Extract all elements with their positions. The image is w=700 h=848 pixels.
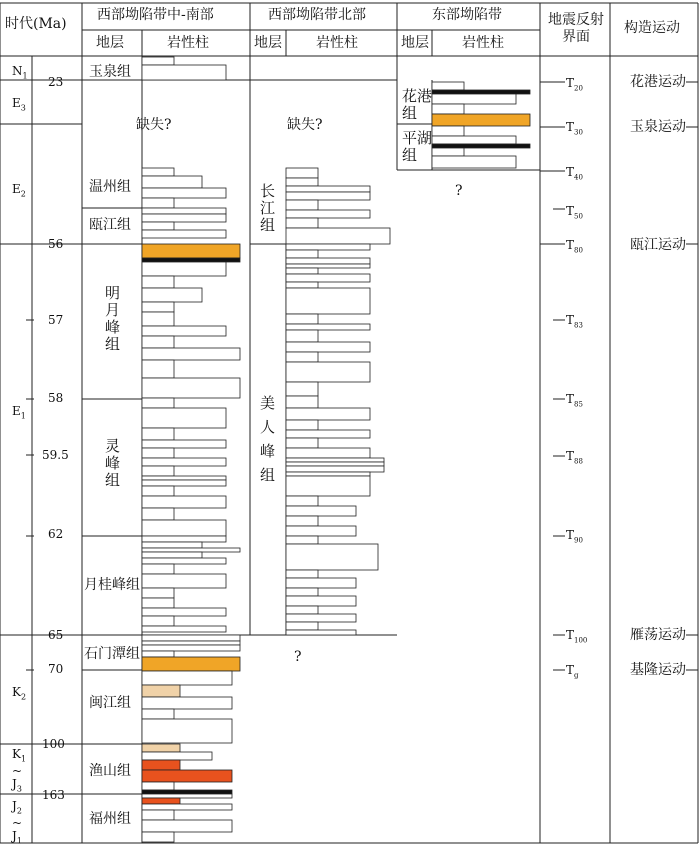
formation-pinghu: 平湖组	[402, 129, 433, 164]
litho-bed-24	[142, 428, 174, 440]
litho-bed-53	[142, 685, 180, 697]
era-k1-j3: $K_1$ ~ $J_3$	[12, 747, 27, 794]
litho-bed-106	[286, 526, 356, 536]
litho-bed-21	[142, 378, 240, 398]
litho-bed-18	[142, 336, 174, 348]
reflector-t100: $T_{100}$	[566, 628, 588, 645]
formation-oujiang: 瓯江组	[89, 217, 131, 233]
reflector-t83: $T_{83}$	[566, 313, 583, 330]
litho-bed-46	[142, 626, 226, 632]
litho-bed-100	[286, 466, 384, 472]
litho-bed-17	[142, 326, 226, 336]
litho-bed-66	[142, 810, 174, 820]
litho-bed-102	[286, 476, 370, 496]
subheader-litho-1: 岩性柱	[167, 35, 209, 51]
litho-bed-40	[142, 564, 174, 574]
formation-changjiang: 长江组	[258, 183, 276, 234]
litho-bed-115	[286, 622, 318, 630]
litho-bed-116	[286, 630, 356, 635]
era-j2-j1: $J_2$ ~ $J_1$	[12, 799, 23, 846]
litho-bed-23	[142, 408, 226, 428]
litho-bed-1	[142, 65, 226, 80]
reflector-t20: $T_{20}$	[566, 76, 583, 93]
litho-bed-67	[142, 820, 232, 832]
header-west-north: 西部坳陷带北部	[268, 7, 366, 23]
litho-bed-98	[286, 458, 384, 462]
litho-bed-4	[142, 188, 226, 198]
litho-bed-113	[286, 606, 318, 614]
formation-mingyuefeng: 明月峰组	[103, 285, 121, 353]
litho-bed-22	[142, 398, 174, 408]
litho-bed-80	[286, 264, 370, 268]
litho-bed-86	[286, 324, 370, 330]
tectonic-yuquan: 玉泉运动	[630, 119, 686, 135]
formation-wenzhou: 温州组	[89, 179, 131, 195]
age-56: 56	[48, 237, 64, 251]
litho-bed-0	[142, 57, 174, 65]
litho-bed-52	[142, 671, 232, 685]
litho-bed-90	[286, 362, 370, 382]
litho-bed-47	[142, 635, 240, 641]
litho-bed-85	[286, 314, 318, 324]
litho-bed-29	[142, 476, 226, 480]
litho-bed-92	[286, 396, 318, 408]
litho-bed-39	[142, 558, 226, 564]
litho-bed-2	[142, 168, 174, 176]
era-e1: $E_1$	[12, 404, 26, 421]
litho-bed-96	[286, 438, 318, 448]
reflector-t80: $T_{80}$	[566, 238, 583, 255]
litho-bed-107	[286, 536, 318, 544]
litho-bed-51	[142, 657, 240, 671]
unknown-east: ?	[455, 183, 463, 199]
litho-bed-10	[142, 244, 240, 258]
litho-bed-81	[286, 268, 318, 274]
formation-yushan: 渔山组	[89, 763, 131, 779]
reflector-t30: $T_{30}$	[566, 120, 583, 137]
litho-bed-95	[286, 430, 370, 438]
litho-bed-44	[142, 608, 226, 616]
litho-bed-104	[286, 506, 356, 516]
litho-bed-108	[286, 544, 378, 570]
subheader-litho-3: 岩性柱	[462, 35, 504, 51]
litho-bed-14	[142, 288, 202, 302]
tectonic-huagang: 花港运动	[630, 74, 686, 90]
era-n1: $N_1$	[12, 64, 28, 81]
litho-bed-26	[142, 448, 174, 458]
litho-bed-72	[286, 192, 370, 200]
header-time: 时代(Ma)	[5, 16, 67, 32]
litho-bed-124	[432, 144, 530, 148]
litho-bed-82	[286, 274, 370, 282]
litho-bed-121	[432, 114, 530, 126]
litho-bed-123	[432, 136, 516, 144]
litho-bed-75	[286, 218, 318, 228]
formation-huagang: 花港组	[402, 87, 433, 122]
missing-west-north: 缺失?	[287, 117, 323, 133]
litho-bed-60	[142, 770, 232, 782]
litho-bed-62	[142, 790, 232, 794]
litho-bed-31	[142, 486, 174, 496]
litho-bed-87	[286, 330, 318, 342]
litho-bed-76	[286, 228, 390, 244]
formation-yueguifeng: 月桂峰组	[84, 577, 140, 593]
header-east: 东部坳陷带	[432, 7, 502, 23]
unknown-west-north: ?	[294, 649, 302, 665]
formation-shimentan: 石门潭组	[84, 646, 140, 662]
reflector-t88: $T_{88}$	[566, 449, 583, 466]
litho-bed-71	[286, 186, 370, 192]
age-100: 100	[42, 737, 65, 751]
formation-yuquan: 玉泉组	[89, 64, 131, 80]
age-23: 23	[48, 75, 64, 89]
formation-lingfeng: 灵峰组	[103, 438, 121, 489]
litho-bed-58	[142, 752, 212, 760]
header-seismic: 地震反射界面	[548, 12, 604, 45]
litho-bed-111	[286, 588, 318, 596]
age-70: 70	[48, 662, 64, 676]
litho-bed-65	[142, 804, 232, 810]
reflector-t40: $T_{40}$	[566, 165, 583, 182]
age-57: 57	[48, 313, 64, 327]
subheader-strata-1: 地层	[96, 35, 124, 51]
litho-bed-120	[432, 104, 464, 114]
lithology-columns	[142, 57, 530, 842]
litho-bed-73	[286, 200, 318, 210]
litho-bed-84	[286, 288, 370, 314]
formation-fuzhou: 福州组	[89, 811, 131, 827]
litho-bed-45	[142, 616, 174, 626]
litho-bed-37	[142, 548, 240, 552]
litho-bed-122	[432, 126, 464, 136]
litho-bed-109	[286, 570, 318, 578]
litho-bed-6	[142, 208, 226, 214]
header-west-south: 西部坳陷带中-南部	[97, 7, 214, 23]
header-tectonic: 构造运动	[624, 20, 680, 36]
tectonic-yandang: 雁荡运动	[630, 627, 686, 643]
litho-bed-93	[286, 408, 370, 420]
litho-bed-13	[142, 276, 174, 288]
litho-bed-94	[286, 420, 318, 430]
litho-bed-43	[142, 598, 174, 608]
litho-bed-79	[286, 258, 370, 264]
litho-bed-30	[142, 480, 226, 486]
litho-bed-3	[142, 176, 202, 188]
litho-bed-49	[142, 645, 240, 651]
litho-bed-91	[286, 382, 318, 396]
era-k2: $K_2$	[12, 685, 27, 702]
litho-bed-55	[142, 709, 174, 719]
litho-bed-89	[286, 352, 318, 362]
litho-bed-112	[286, 596, 356, 606]
tectonic-jilong: 基隆运动	[630, 662, 686, 678]
era-e2: $E_2$	[12, 182, 26, 199]
litho-bed-70	[286, 178, 318, 186]
age-58: 58	[48, 391, 64, 405]
litho-bed-56	[142, 719, 232, 743]
litho-bed-74	[286, 210, 370, 218]
litho-bed-27	[142, 458, 226, 466]
litho-bed-83	[286, 282, 318, 288]
litho-bed-48	[142, 641, 240, 645]
litho-bed-119	[432, 94, 516, 104]
litho-bed-63	[142, 794, 232, 798]
litho-bed-50	[142, 651, 174, 657]
litho-bed-20	[142, 360, 174, 378]
litho-bed-77	[286, 244, 370, 250]
litho-bed-125	[432, 148, 464, 156]
tectonic-oujiang: 瓯江运动	[630, 237, 686, 253]
litho-bed-59	[142, 760, 180, 770]
litho-bed-117	[432, 82, 464, 90]
reflector-t90: $T_{90}$	[566, 528, 583, 545]
litho-bed-99	[286, 462, 384, 466]
litho-bed-36	[142, 542, 202, 548]
litho-bed-32	[142, 496, 226, 508]
subheader-litho-2: 岩性柱	[316, 35, 358, 51]
litho-bed-7	[142, 214, 226, 222]
litho-bed-103	[286, 496, 318, 506]
litho-bed-54	[142, 697, 232, 709]
reflector-tg: $T_g$	[566, 663, 579, 680]
litho-bed-64	[142, 798, 180, 804]
litho-bed-126	[432, 156, 516, 168]
formation-minjiang: 闽江组	[89, 695, 131, 711]
litho-bed-42	[142, 588, 174, 598]
formation-meirenfeng: 美人峰组	[258, 395, 276, 491]
subheader-strata-3: 地层	[401, 35, 429, 51]
age-65: 65	[48, 628, 64, 642]
missing-west-south: 缺失?	[136, 117, 172, 133]
litho-bed-9	[142, 230, 226, 238]
litho-bed-88	[286, 342, 370, 352]
litho-bed-5	[142, 198, 174, 208]
litho-bed-16	[142, 312, 174, 326]
litho-bed-25	[142, 440, 226, 448]
reflector-t50: $T_{50}$	[566, 204, 583, 221]
litho-bed-57	[142, 744, 180, 752]
litho-bed-61	[142, 782, 174, 790]
litho-bed-105	[286, 516, 318, 526]
litho-bed-41	[142, 574, 226, 588]
age-62: 62	[48, 527, 64, 541]
litho-bed-78	[286, 250, 318, 258]
litho-bed-15	[142, 302, 174, 312]
reflector-t85: $T_{85}$	[566, 392, 583, 409]
era-e3: $E_3$	[12, 96, 26, 113]
litho-bed-118	[432, 90, 530, 94]
litho-bed-33	[142, 508, 174, 520]
litho-bed-34	[142, 520, 226, 536]
litho-bed-35	[142, 536, 226, 542]
litho-bed-97	[286, 448, 370, 458]
litho-bed-114	[286, 614, 356, 622]
litho-bed-19	[142, 348, 240, 360]
litho-bed-101	[286, 472, 370, 476]
table-grid	[0, 3, 698, 843]
litho-bed-110	[286, 578, 356, 588]
litho-bed-28	[142, 466, 174, 476]
litho-bed-38	[142, 552, 202, 558]
age-163: 163	[42, 788, 65, 802]
litho-bed-68	[142, 832, 174, 842]
litho-bed-69	[286, 168, 318, 178]
litho-bed-11	[142, 258, 240, 262]
litho-bed-12	[142, 262, 226, 276]
litho-bed-8	[142, 222, 174, 230]
subheader-strata-2: 地层	[254, 35, 282, 51]
age-59-5: 59.5	[42, 448, 69, 462]
